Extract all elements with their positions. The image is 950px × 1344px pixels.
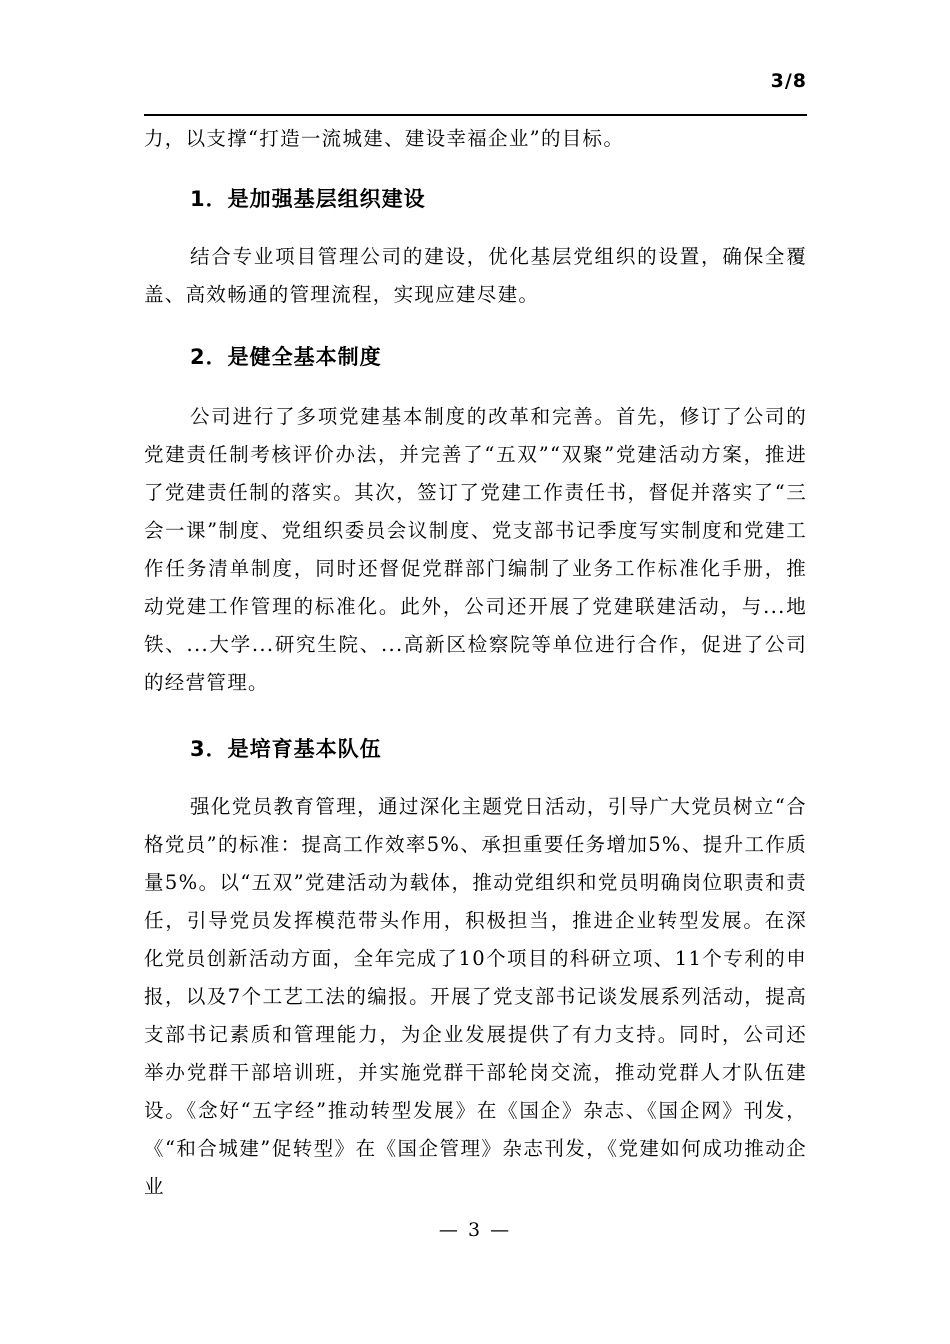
- section-heading-1: 1．是加强基层组织建设: [190, 187, 426, 211]
- intro-line: 力，以支撑“打造一流城建、建设幸福企业”的目标。: [144, 127, 625, 150]
- section-paragraph-1: 结合专业项目管理公司的建设，优化基层党组织的设置，确保全覆盖、高效畅通的管理流程，实现应建尽建。: [144, 245, 807, 306]
- section-heading-3: 3．是培育基本队伍: [190, 737, 382, 761]
- page-number-footer: — 3 —: [438, 1219, 512, 1241]
- section-paragraph-3: 强化党员教育管理，通过深化主题党日活动，引导广大党员树立“合格党员”的标准：提高工作效率5%、承担重要任务增加5%、提升工作质量5%。以“五双”党建活动为载体，推动党组织和党员明确岗位职责和责任，引导党员发挥模范带头作用，积极担当，推进企业转型发展。在深化党员创新活动方面，全年完成了10个项目的科研立项、11个专利的申报，以及7个工艺工法的编报。开展了党支部书记谈发展系列活动，提高支部书记素质和管理能力，为企业发展提供了有力支持。同时，公司还举办党群干部培训班，并实施党群干部轮岗交流，推动党群人才队伍建设。《念好“五字经”推动转型发展》在《国企》杂志、《国企网》刊发，《“和合城建”促转型》在《国企管理》杂志刊发，《党建如何成功推动企业: [144, 795, 807, 1198]
- document-body: [144, 120, 807, 1206]
- section-paragraph-2: 公司进行了多项党建基本制度的改革和完善。首先，修订了公司的党建责任制考核评价办法，并完善了“五双”“双聚”党建活动方案，推进了党建责任制的落实。其次，签订了党建工作责任书，督促并落实了“三会一课”制度、党组织委员会议制度、党支部书记季度写实制度和党建工作任务清单制度，同时还督促党群部门编制了业务工作标准化手册，推动党建工作管理的标准化。此外，公司还开展了党建联建活动，与...地铁、...大学...研究生院、...高新区检察院等单位进行合作，促进了公司的经营管理。: [144, 405, 807, 694]
- page-counter: 3/8: [770, 70, 807, 92]
- header-divider: [144, 114, 807, 116]
- section-heading-2: 2．是健全基本制度: [190, 345, 382, 369]
